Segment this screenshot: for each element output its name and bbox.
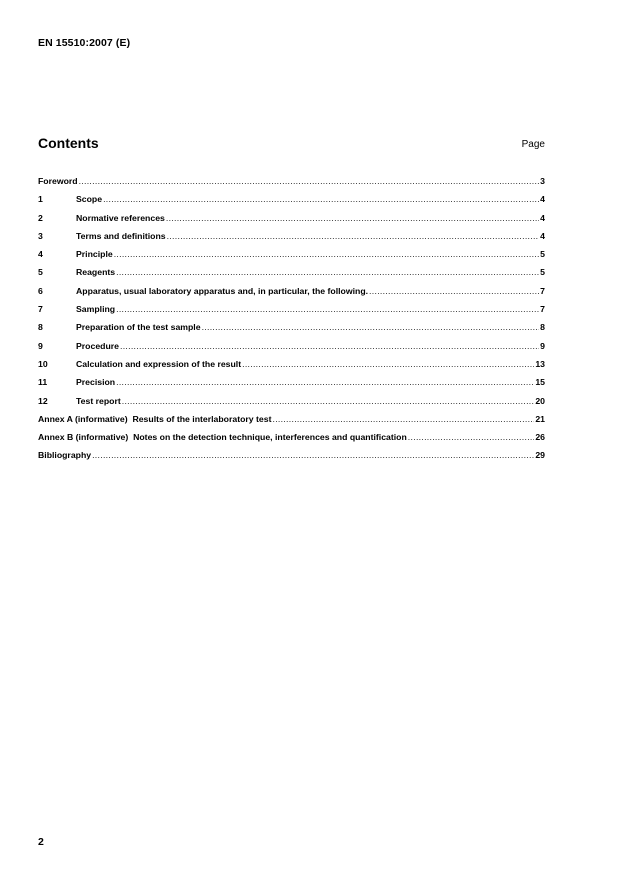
toc-entry-number: 6 — [38, 285, 43, 296]
toc-entry-number: 7 — [38, 304, 43, 315]
toc-dot-leader — [272, 413, 534, 425]
toc-entry-page: 29 — [535, 450, 545, 461]
toc-entry[interactable] — [38, 175, 545, 193]
toc-entry-page: 21 — [535, 413, 545, 424]
toc-entry-page: 15 — [535, 377, 545, 388]
toc-entry-number: 12 — [38, 395, 48, 406]
toc-dot-leader — [166, 212, 539, 224]
toc-dot-leader — [408, 431, 535, 443]
toc-entry-number: 5 — [38, 267, 43, 278]
toc-entry-title: Precision — [76, 377, 116, 388]
toc-dot-leader — [369, 285, 539, 297]
document-header: EN 15510:2007 (E) — [38, 37, 131, 49]
toc-entry-number: 9 — [38, 340, 43, 351]
toc-entry-page: 9 — [540, 340, 545, 351]
toc-entry-page: 7 — [540, 285, 545, 296]
toc-entry-title: Test report — [76, 395, 121, 406]
toc-entry-title: Reagents — [76, 267, 116, 278]
toc-entry-page: 8 — [540, 322, 545, 333]
toc-entry-page: 4 — [540, 194, 545, 205]
toc-entry-title: Terms and definitions — [76, 230, 166, 241]
toc-entry-number: 2 — [38, 212, 43, 223]
toc-dot-leader — [103, 193, 539, 205]
toc-entry[interactable] — [38, 230, 545, 248]
toc-entry-title: Calculation and expression of the result — [76, 358, 242, 369]
toc-dot-leader — [122, 395, 535, 407]
toc-entry-number: 8 — [38, 322, 43, 333]
toc-entry[interactable] — [38, 431, 545, 449]
toc-dot-leader — [202, 321, 540, 333]
toc-entry-number: 11 — [38, 377, 48, 388]
toc-dot-leader — [92, 449, 534, 461]
toc-entry-page: 4 — [540, 230, 545, 241]
toc-entry[interactable] — [38, 395, 545, 413]
page-column-label: Page — [521, 139, 545, 150]
toc-entry-number: 3 — [38, 230, 43, 241]
toc-entry-number: 1 — [38, 194, 43, 205]
toc-entry-title: Annex A (informative) Results of the interlaboratory test — [38, 413, 272, 424]
toc-entry-title: Scope — [76, 194, 103, 205]
toc-dot-leader — [79, 175, 540, 187]
toc-entry-page: 13 — [535, 358, 545, 369]
toc-dot-leader — [116, 376, 534, 388]
toc-entry-title: Principle — [76, 249, 113, 260]
toc-entry-title: Annex B (informative) Notes on the detection technique, interferences and quantification — [38, 432, 407, 443]
toc-dot-leader — [114, 248, 539, 260]
toc-entry-title: Apparatus, usual laboratory apparatus and, in particular, the following. — [76, 285, 369, 296]
toc-dot-leader — [116, 303, 539, 315]
toc-entry-page: 20 — [535, 395, 545, 406]
toc-entry[interactable] — [38, 413, 545, 431]
toc-entry-page: 3 — [540, 176, 545, 186]
footer-page-number: 2 — [38, 836, 44, 848]
table-of-contents — [38, 175, 545, 468]
toc-entry-title: Foreword — [38, 176, 78, 186]
toc-entry[interactable] — [38, 266, 545, 284]
contents-heading: Contents — [38, 135, 99, 151]
toc-entry-number: 10 — [38, 358, 48, 369]
toc-entry[interactable] — [38, 340, 545, 358]
toc-entry-page: 26 — [535, 432, 545, 443]
toc-entry-page: 5 — [540, 267, 545, 278]
toc-dot-leader — [120, 340, 539, 352]
toc-entry-page: 5 — [540, 249, 545, 260]
toc-entry[interactable] — [38, 193, 545, 211]
toc-entry[interactable] — [38, 285, 545, 303]
toc-entry-page: 7 — [540, 304, 545, 315]
toc-entry-title: Preparation of the test sample — [76, 322, 201, 333]
toc-dot-leader — [242, 358, 534, 370]
toc-entry[interactable] — [38, 376, 545, 394]
toc-entry[interactable] — [38, 321, 545, 339]
toc-entry[interactable] — [38, 449, 545, 467]
toc-entry-page: 4 — [540, 212, 545, 223]
toc-entry[interactable] — [38, 358, 545, 376]
toc-entry-title: Sampling — [76, 304, 116, 315]
toc-entry-title: Normative references — [76, 212, 165, 223]
toc-entry-title: Bibliography — [38, 450, 92, 461]
toc-entry-number: 4 — [38, 249, 43, 260]
toc-entry[interactable] — [38, 303, 545, 321]
toc-entry[interactable] — [38, 248, 545, 266]
toc-entry[interactable] — [38, 212, 545, 230]
toc-dot-leader — [167, 230, 540, 242]
toc-entry-title: Procedure — [76, 340, 119, 351]
toc-dot-leader — [116, 266, 539, 278]
